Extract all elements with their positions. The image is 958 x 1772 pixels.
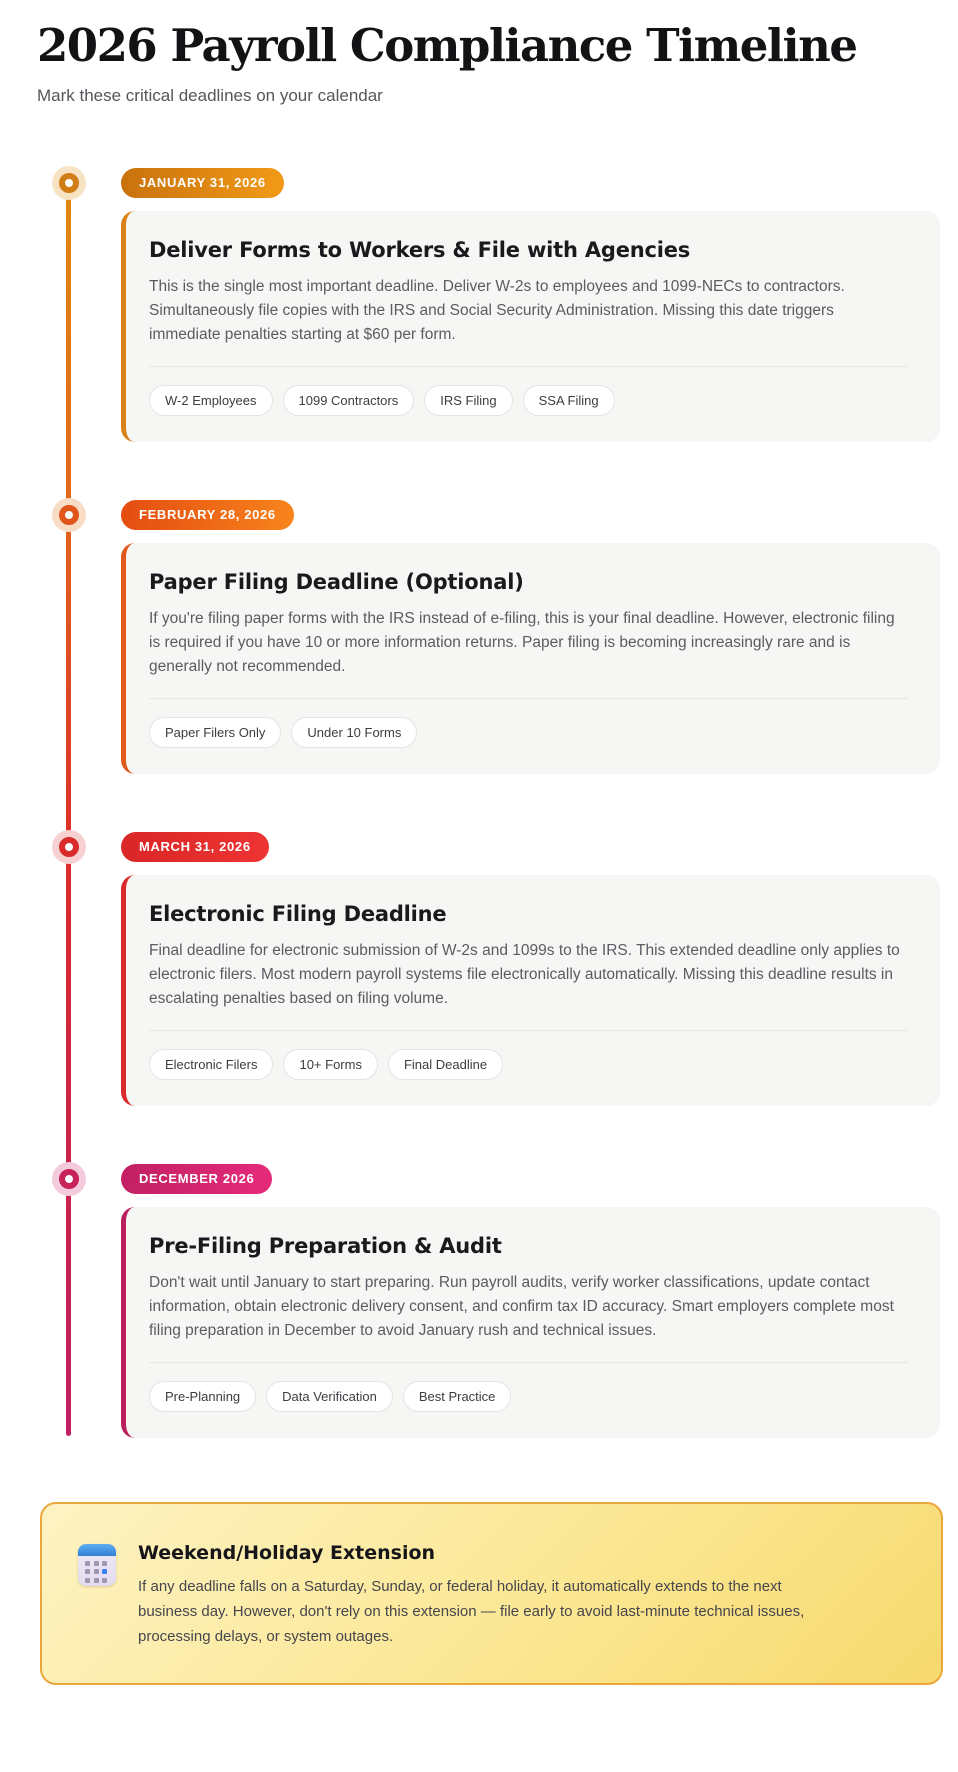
card-divider: [149, 1362, 908, 1363]
tag: Best Practice: [403, 1381, 512, 1412]
calendar-icon: [78, 1544, 116, 1586]
timeline-entry-february: [0, 500, 958, 774]
card-title: Deliver Forms to Workers & File with Agencies: [149, 237, 691, 262]
tag: 1099 Contractors: [283, 385, 415, 416]
card-title: Paper Filing Deadline (Optional): [149, 569, 524, 594]
tag: 10+ Forms: [283, 1049, 378, 1080]
tag: Under 10 Forms: [291, 717, 417, 748]
timeline-dot-ring: [59, 505, 79, 525]
card-title: Pre-Filing Preparation & Audit: [149, 1233, 502, 1258]
date-badge: FEBRUARY 28, 2026: [121, 500, 294, 530]
card-divider: [149, 1030, 908, 1031]
timeline-dot: [52, 1162, 86, 1196]
timeline-entry-january: [0, 168, 958, 442]
card-divider: [149, 698, 908, 699]
page-header: [0, 0, 958, 106]
date-badge: DECEMBER 2026: [121, 1164, 272, 1194]
card-title: Electronic Filing Deadline: [149, 901, 447, 926]
tag-list: [149, 1049, 908, 1080]
page-subtitle: Mark these critical deadlines on your calendar: [37, 85, 383, 105]
entry-card: [121, 211, 940, 442]
tag: IRS Filing: [424, 385, 512, 416]
calendar-icon-header: [78, 1544, 116, 1556]
tag-list: [149, 385, 908, 416]
tag: Data Verification: [266, 1381, 393, 1412]
card-description: Final deadline for electronic submission of W-2s and 1099s to the IRS. This extended deadline only applies to electronic filers. Most modern payroll systems file electronically automatically. Missing this deadline results in escalating penalties based on filing volume.: [149, 941, 900, 1007]
info-callout: [40, 1502, 943, 1685]
tag: Final Deadline: [388, 1049, 503, 1080]
timeline-entry-march: [0, 832, 958, 1106]
note-description: If any deadline falls on a Saturday, Sunday, or federal holiday, it automatically extends to the next business day. However, don't rely on this extension — file early to avoid last-minute technical issues, processing delays, or system outages.: [138, 1577, 805, 1645]
tag: SSA Filing: [523, 385, 615, 416]
timeline-dot-ring: [59, 837, 79, 857]
tag: Pre-Planning: [149, 1381, 256, 1412]
tag-list: [149, 1381, 908, 1412]
timeline-dot-ring: [59, 173, 79, 193]
card-divider: [149, 366, 908, 367]
note-content: [138, 1542, 818, 1649]
tag: Electronic Filers: [149, 1049, 273, 1080]
card-description: Don't wait until January to start preparing. Run payroll audits, verify worker classifications, update contact information, obtain electronic delivery consent, and confirm tax ID accuracy. Smart employers complete most filing preparation in December to avoid January rush and technical issues.: [149, 1273, 894, 1339]
calendar-icon-grid: [78, 1556, 116, 1583]
date-badge: JANUARY 31, 2026: [121, 168, 284, 198]
tag-list: [149, 717, 908, 748]
timeline-dot-ring: [59, 1169, 79, 1189]
timeline-dot: [52, 830, 86, 864]
timeline-dot: [52, 166, 86, 200]
timeline-dot: [52, 498, 86, 532]
card-description: If you're filing paper forms with the IRS instead of e-filing, this is your final deadline. However, electronic filing is required if you have 10 or more information returns. Paper filing is becoming increasingly rare and is generally not recommended.: [149, 609, 895, 675]
timeline: [0, 168, 958, 1440]
page-title: 2026 Payroll Compliance Timeline: [37, 19, 857, 72]
timeline-entry-december: [0, 1164, 958, 1438]
card-description: This is the single most important deadline. Deliver W-2s to employees and 1099-NECs to contractors. Simultaneously file copies with the IRS and Social Security Administration. Missing this date triggers immediate penalties starting at $60 per form.: [149, 277, 845, 343]
tag: W-2 Employees: [149, 385, 273, 416]
entry-card: [121, 1207, 940, 1438]
date-badge: MARCH 31, 2026: [121, 832, 269, 862]
entry-card: [121, 875, 940, 1106]
tag: Paper Filers Only: [149, 717, 281, 748]
note-title: Weekend/Holiday Extension: [138, 1541, 436, 1564]
entry-card: [121, 543, 940, 774]
